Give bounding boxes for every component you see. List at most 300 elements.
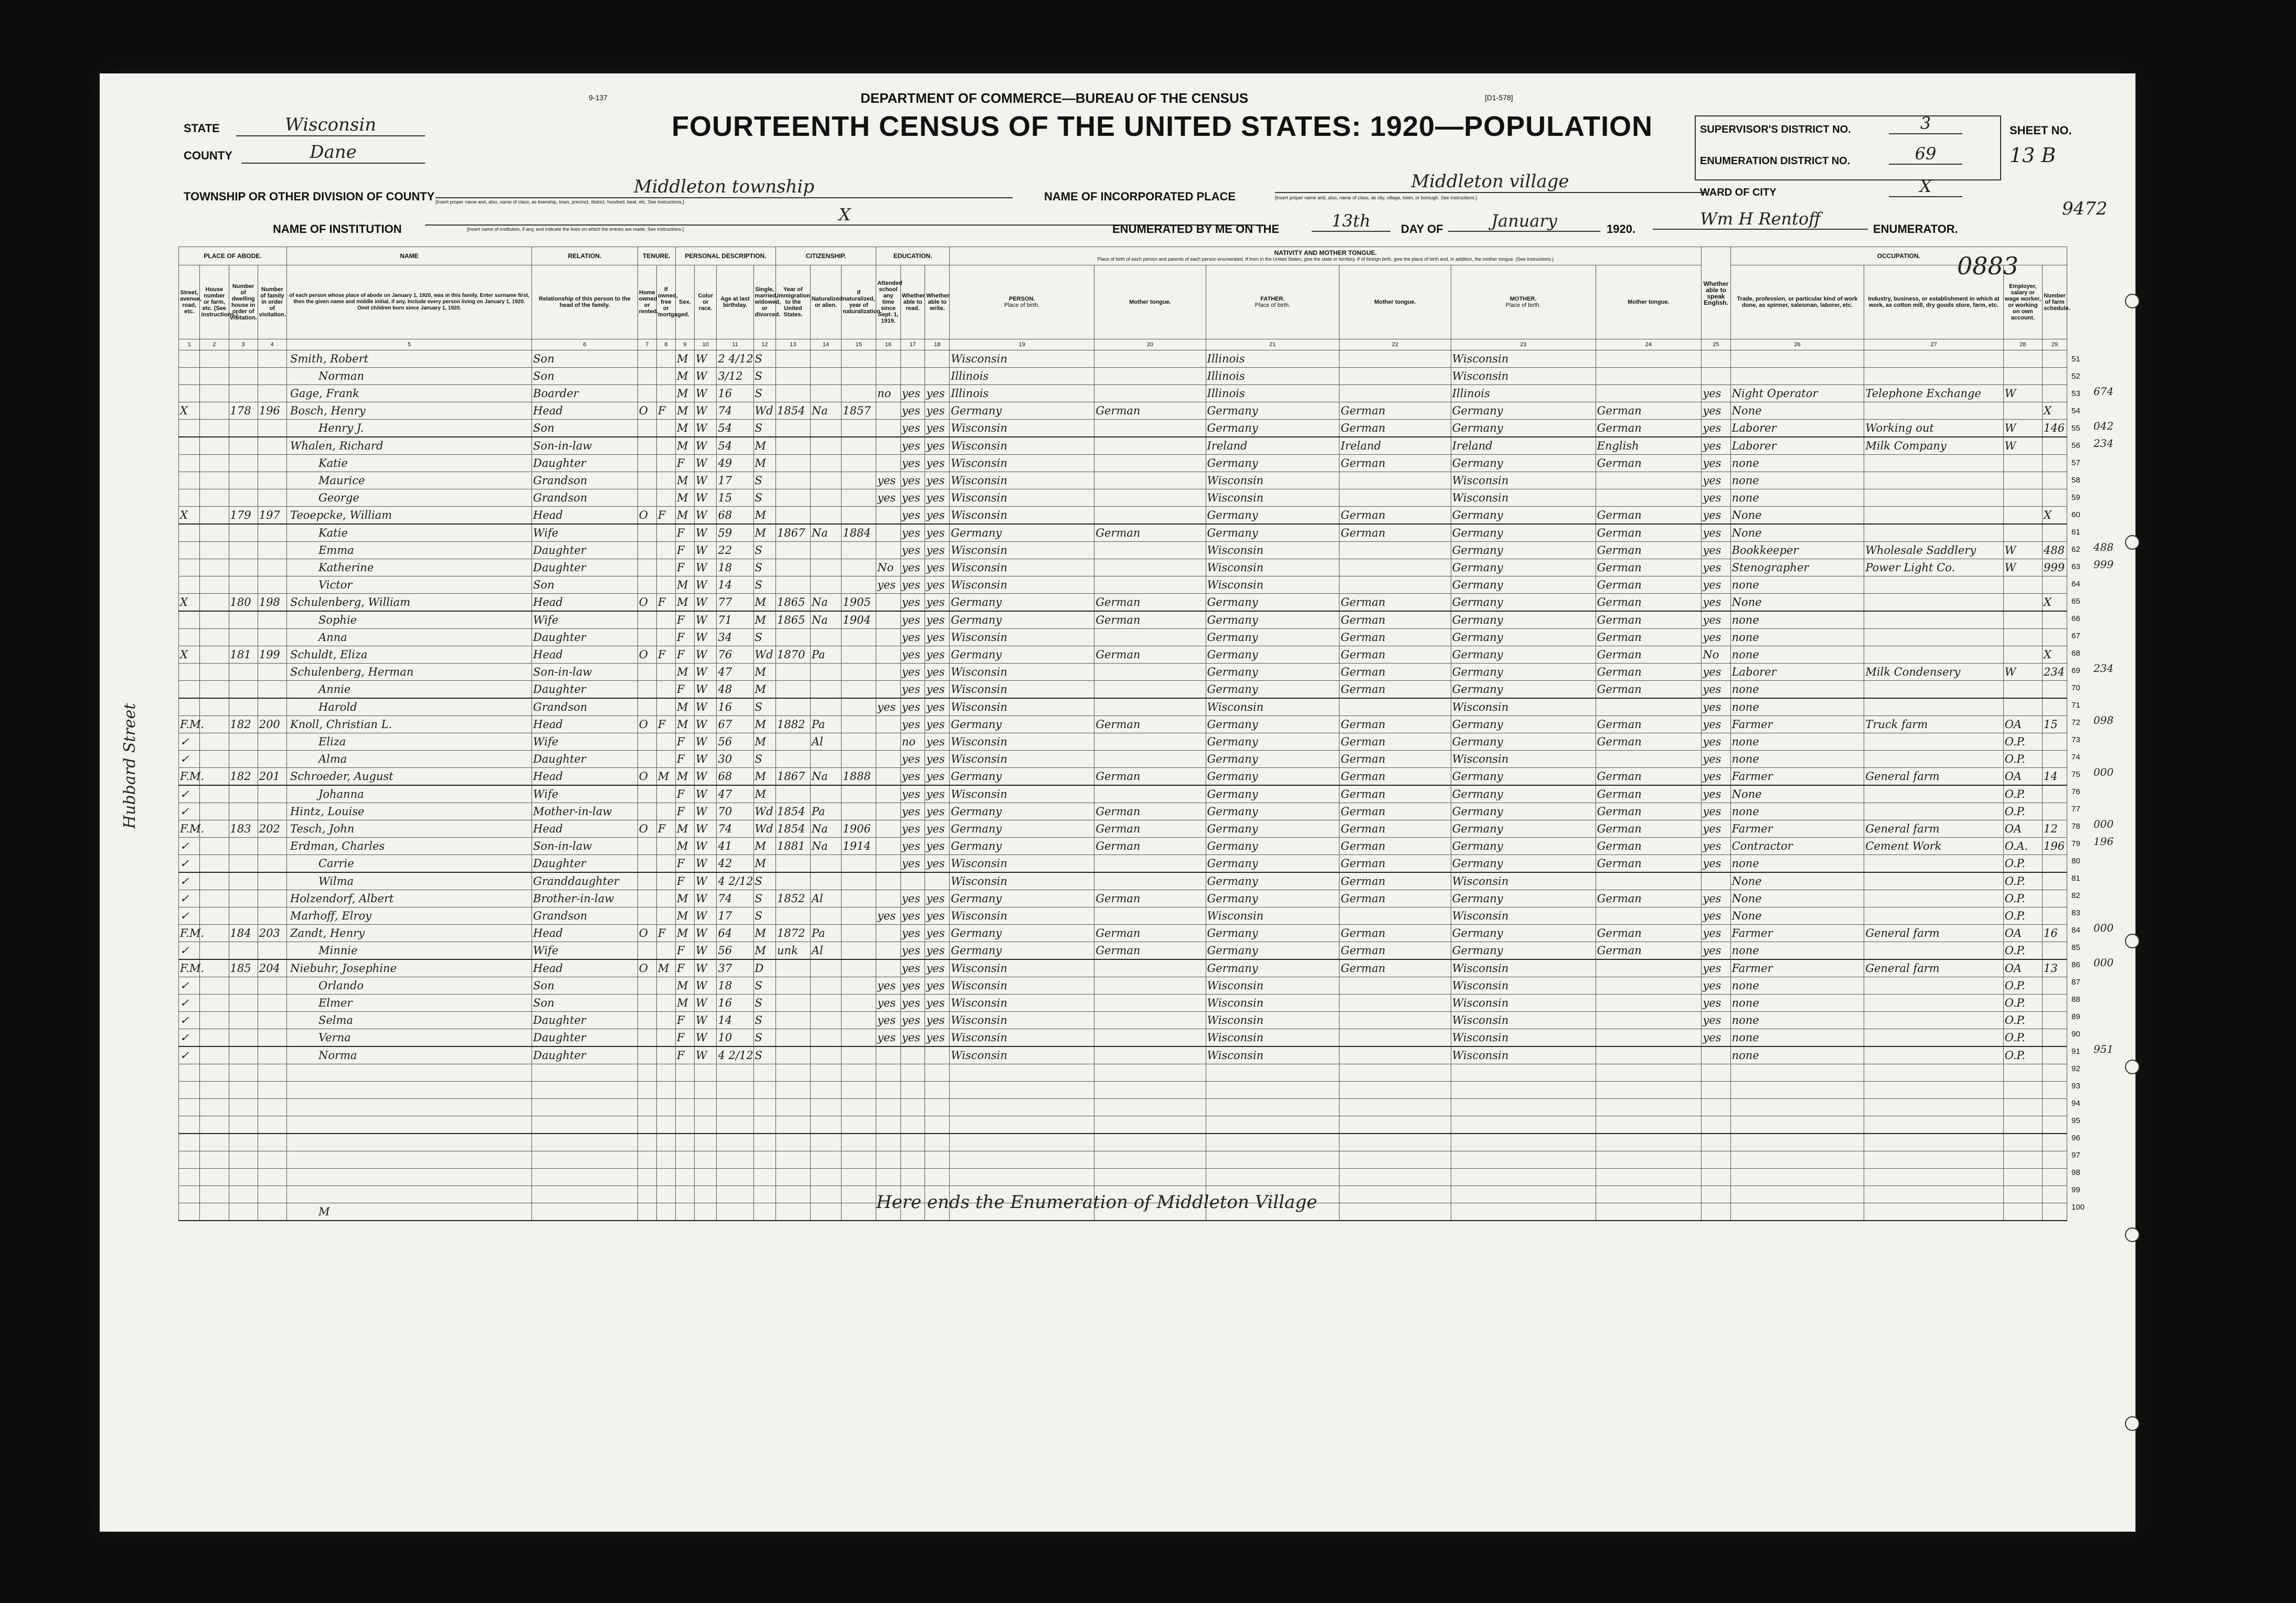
cell-nat: [810, 1186, 841, 1203]
cell-occ: Farmer: [1730, 716, 1864, 733]
cell-occ: none: [1730, 942, 1864, 960]
cell-farm: X: [2043, 594, 2067, 612]
table-row: [179, 629, 2067, 646]
cell-c1: ✓: [179, 803, 200, 820]
cell-ms: S: [753, 350, 775, 368]
cell-race: W: [695, 1029, 717, 1047]
cell-sex: M: [675, 716, 694, 733]
cell-fmt: [1340, 1082, 1451, 1099]
cell-age: [717, 1116, 753, 1134]
cell-sex: F: [675, 455, 694, 472]
cell-sex: M: [675, 472, 694, 489]
col-23-label: Place of birth.: [1505, 302, 1541, 308]
cell-ind: [1864, 629, 2003, 646]
cell-pob: Germany: [950, 820, 1094, 838]
cell-pob: Germany: [950, 402, 1094, 420]
cell-race: W: [695, 402, 717, 420]
cell-rel: Son-in-law: [532, 664, 638, 681]
cell-mmt: [1596, 1186, 1702, 1203]
cell-ind: Milk Condensery: [1864, 664, 2003, 681]
house-number-cell: [200, 576, 229, 594]
cell-c1: ✓: [179, 995, 200, 1012]
cell-natyr: [842, 455, 876, 472]
house-number-cell: [200, 907, 229, 925]
cell-c3: [229, 890, 258, 907]
cell-imm: [776, 1064, 811, 1082]
table-row: [179, 472, 2067, 489]
cell-c4: [258, 437, 286, 455]
cell-c3: [229, 698, 258, 716]
line-number: 74: [2071, 753, 2080, 762]
cell-emp: O.P.: [2003, 890, 2042, 907]
cell-fpob: Wisconsin: [1206, 1029, 1340, 1047]
cell-mpob: [1451, 1186, 1596, 1203]
cell-farm: 13: [2043, 959, 2067, 977]
cell-mt: [1094, 385, 1206, 402]
cell-race: W: [695, 959, 717, 977]
cell-wr: [925, 1151, 950, 1169]
cell-mpob: Germany: [1451, 785, 1596, 803]
cell-pob: [950, 1099, 1094, 1116]
cell-eng: [1702, 350, 1730, 368]
cell-race: [695, 1099, 717, 1116]
cell-fpob: [1206, 1169, 1340, 1186]
cell-t8: F: [656, 507, 675, 525]
cell-mt: [1094, 681, 1206, 699]
father-heading: FATHER.: [1260, 296, 1285, 302]
cell-race: W: [695, 995, 717, 1012]
cell-fmt: [1340, 977, 1451, 995]
cell-mmt: English: [1596, 437, 1702, 455]
cell-sex: M: [675, 489, 694, 507]
cell-natyr: [842, 733, 876, 751]
cell-occ: none: [1730, 1029, 1864, 1047]
cell-t8: [656, 995, 675, 1012]
state-value: Wisconsin: [236, 114, 425, 136]
table-row: [179, 524, 2067, 542]
cell-natyr: [842, 872, 876, 890]
column-number: 9: [675, 339, 694, 350]
cell-age: 16: [717, 995, 753, 1012]
cell-name: Bosch, Henry: [286, 402, 532, 420]
cell-imm: [776, 1151, 811, 1169]
cell-ind: [1864, 1064, 2003, 1082]
cell-c4: [258, 524, 286, 542]
cell-mpob: Germany: [1451, 733, 1596, 751]
cell-mpob: Germany: [1451, 594, 1596, 612]
cell-eng: yes: [1702, 803, 1730, 820]
line-number: 67: [2071, 632, 2080, 640]
cell-race: W: [695, 1046, 717, 1064]
cell-mpob: [1451, 1082, 1596, 1099]
cell-t8: [656, 664, 675, 681]
county-value: Dane: [241, 142, 425, 164]
cell-emp: O.P.: [2003, 977, 2042, 995]
cell-rd: yes: [900, 995, 925, 1012]
cell-mt: [1094, 629, 1206, 646]
cell-race: [695, 1134, 717, 1151]
cell-mpob: Germany: [1451, 646, 1596, 664]
cell-rd: yes: [900, 942, 925, 960]
house-number-cell: [200, 385, 229, 402]
stamp-top: 9472: [2062, 198, 2108, 219]
cell-emp: OA: [2003, 925, 2042, 942]
stamp-corner: 0883: [1957, 252, 2019, 280]
cell-ind: [1864, 489, 2003, 507]
cell-fpob: Germany: [1206, 524, 1340, 542]
cell-emp: [2003, 1134, 2042, 1151]
cell-mpob: Germany: [1451, 820, 1596, 838]
column-number: 2: [200, 339, 229, 350]
cell-occ: [1730, 1186, 1864, 1203]
line-number: 65: [2071, 597, 2080, 606]
group-citizenship: CITIZENSHIP.: [776, 247, 876, 265]
cell-imm: [776, 698, 811, 716]
cell-occ: [1730, 1134, 1864, 1151]
street-margin-note: Hubbard Street: [121, 703, 139, 829]
cell-nat: Al: [810, 890, 841, 907]
cell-c3: 185: [229, 959, 258, 977]
line-number: 89: [2071, 1012, 2080, 1021]
house-number-cell: [200, 437, 229, 455]
cell-mt: German: [1094, 594, 1206, 612]
cell-mmt: German: [1596, 576, 1702, 594]
cell-sex: F: [675, 542, 694, 559]
cell-age: 54: [717, 437, 753, 455]
cell-nat: Al: [810, 733, 841, 751]
house-number-cell: [200, 1029, 229, 1047]
cell-wr: yes: [925, 1029, 950, 1047]
cell-age: 14: [717, 1012, 753, 1029]
cell-t7: [637, 368, 656, 385]
cell-t7: [637, 855, 656, 873]
cell-race: W: [695, 977, 717, 995]
cell-c1: [179, 489, 200, 507]
cell-farm: [2043, 942, 2067, 960]
cell-mpob: Germany: [1451, 559, 1596, 576]
cell-sex: F: [675, 1012, 694, 1029]
cell-occ: none: [1730, 733, 1864, 751]
cell-race: W: [695, 368, 717, 385]
cell-c4: [258, 664, 286, 681]
cell-pob: Germany: [950, 942, 1094, 960]
cell-rel: Daughter: [532, 455, 638, 472]
cell-ind: [1864, 995, 2003, 1012]
cell-c1: [179, 1186, 200, 1203]
cell-nat: [810, 368, 841, 385]
cell-race: W: [695, 524, 717, 542]
cell-sch: [876, 507, 901, 525]
cell-natyr: [842, 420, 876, 437]
cell-pob: Wisconsin: [950, 733, 1094, 751]
cell-imm: 1867: [776, 524, 811, 542]
cell-natyr: [842, 751, 876, 768]
cell-occ: None: [1730, 402, 1864, 420]
column-number: 22: [1340, 339, 1451, 350]
cell-t7: [637, 698, 656, 716]
cell-pob: Germany: [950, 524, 1094, 542]
cell-race: W: [695, 455, 717, 472]
cell-ms: S: [753, 629, 775, 646]
cell-fmt: German: [1340, 820, 1451, 838]
cell-sch: yes: [876, 698, 901, 716]
cell-mmt: [1596, 872, 1702, 890]
cell-imm: [776, 437, 811, 455]
cell-eng: No: [1702, 646, 1730, 664]
cell-emp: [2003, 1064, 2042, 1082]
mother-heading: MOTHER.: [1510, 296, 1537, 302]
cell-c3: [229, 1151, 258, 1169]
cell-race: W: [695, 507, 717, 525]
cell-rel: Boarder: [532, 385, 638, 402]
cell-ms: M: [753, 611, 775, 629]
cell-wr: yes: [925, 959, 950, 977]
col-13-header: Year of immigration to the United States.: [776, 265, 811, 339]
house-number-cell: [200, 855, 229, 873]
col-12-header: Single, married, widowed, or divorced.: [753, 265, 775, 339]
line-number: 73: [2071, 735, 2080, 744]
cell-name: Knoll, Christian L.: [286, 716, 532, 733]
cell-name: Alma: [286, 751, 532, 768]
cell-natyr: 1914: [842, 838, 876, 855]
cell-natyr: [842, 698, 876, 716]
cell-sch: [876, 611, 901, 629]
cell-ms: D: [753, 959, 775, 977]
cell-fmt: [1340, 1169, 1451, 1186]
cell-mpob: Germany: [1451, 611, 1596, 629]
cell-fmt: German: [1340, 629, 1451, 646]
cell-eng: yes: [1702, 524, 1730, 542]
cell-wr: [925, 872, 950, 890]
cell-t7: [637, 890, 656, 907]
cell-mmt: [1596, 350, 1702, 368]
cell-sex: F: [675, 872, 694, 890]
cell-age: 3/12: [717, 368, 753, 385]
cell-mmt: [1596, 977, 1702, 995]
cell-t8: [656, 698, 675, 716]
cell-c3: [229, 785, 258, 803]
cell-farm: [2043, 1169, 2067, 1186]
cell-wr: yes: [925, 507, 950, 525]
form-code-right: [D1-578]: [1485, 93, 1513, 102]
cell-sex: F: [675, 611, 694, 629]
cell-ms: S: [753, 698, 775, 716]
cell-c4: [258, 629, 286, 646]
cell-mpob: [1451, 1203, 1596, 1221]
cell-eng: yes: [1702, 489, 1730, 507]
cell-imm: [776, 995, 811, 1012]
cell-c4: [258, 1134, 286, 1151]
cell-occ: none: [1730, 995, 1864, 1012]
cell-rel: [532, 1099, 638, 1116]
cell-farm: [2043, 385, 2067, 402]
cell-mpob: [1451, 1099, 1596, 1116]
cell-fmt: German: [1340, 942, 1451, 960]
cell-age: [717, 1064, 753, 1082]
cell-rd: no: [900, 733, 925, 751]
cell-t8: [656, 455, 675, 472]
cell-mpob: Wisconsin: [1451, 1029, 1596, 1047]
cell-farm: [2043, 611, 2067, 629]
cell-race: W: [695, 942, 717, 960]
cell-c1: ✓: [179, 785, 200, 803]
cell-t7: [637, 751, 656, 768]
cell-ind: [1864, 785, 2003, 803]
cell-mpob: Germany: [1451, 803, 1596, 820]
cell-age: 4 2/12: [717, 1046, 753, 1064]
cell-nat: [810, 437, 841, 455]
cell-nat: [810, 507, 841, 525]
cell-emp: W: [2003, 385, 2042, 402]
cell-sex: M: [675, 907, 694, 925]
cell-farm: 15: [2043, 716, 2067, 733]
cell-eng: yes: [1702, 838, 1730, 855]
cell-name: Minnie: [286, 942, 532, 960]
cell-pob: Wisconsin: [950, 489, 1094, 507]
house-number-cell: [200, 1169, 229, 1186]
cell-race: W: [695, 890, 717, 907]
cell-fmt: [1340, 1046, 1451, 1064]
cell-fpob: Germany: [1206, 402, 1340, 420]
nativity-note: Place of birth of each person and parents of each person enumerated. If born in the United States, give the state or territory. If of foreign birth, give the place of birth and, in addition, the mother tongue. (See instructions.): [1097, 257, 1554, 262]
cell-mt: [1094, 1116, 1206, 1134]
cell-c1: [179, 1151, 200, 1169]
cell-mt: [1094, 559, 1206, 576]
cell-fmt: German: [1340, 751, 1451, 768]
form-code-left: 9-137: [589, 93, 608, 102]
cell-t8: [656, 524, 675, 542]
cell-natyr: 1906: [842, 820, 876, 838]
cell-farm: [2043, 629, 2067, 646]
cell-t8: M: [656, 959, 675, 977]
cell-farm: [2043, 698, 2067, 716]
cell-mpob: Wisconsin: [1451, 907, 1596, 925]
cell-mpob: Germany: [1451, 420, 1596, 437]
cell-imm: 1865: [776, 594, 811, 612]
cell-natyr: [842, 1029, 876, 1047]
line-number: 98: [2071, 1168, 2080, 1177]
cell-farm: [2043, 489, 2067, 507]
cell-farm: X: [2043, 646, 2067, 664]
cell-name: Hintz, Louise: [286, 803, 532, 820]
cell-mpob: Wisconsin: [1451, 977, 1596, 995]
cell-c3: [229, 489, 258, 507]
cell-emp: [2003, 455, 2042, 472]
cell-occ: [1730, 1169, 1864, 1186]
cell-mmt: German: [1596, 890, 1702, 907]
cell-rel: Wife: [532, 611, 638, 629]
cell-eng: yes: [1702, 820, 1730, 838]
cell-wr: [925, 1064, 950, 1082]
cell-t7: [637, 455, 656, 472]
table-row: [179, 1082, 2067, 1099]
cell-emp: [2003, 1169, 2042, 1186]
cell-mpob: Wisconsin: [1451, 872, 1596, 890]
cell-race: W: [695, 594, 717, 612]
cell-t7: [637, 1116, 656, 1134]
group-personal-description: PERSONAL DESCRIPTION.: [675, 247, 775, 265]
cell-natyr: 1857: [842, 402, 876, 420]
cell-imm: [776, 1012, 811, 1029]
cell-mmt: [1596, 698, 1702, 716]
cell-imm: [776, 664, 811, 681]
cell-ms: S: [753, 1012, 775, 1029]
cell-rd: [900, 1099, 925, 1116]
cell-fmt: Ireland: [1340, 437, 1451, 455]
cell-name: Schulenberg, William: [286, 594, 532, 612]
column-number: 12: [753, 339, 775, 350]
cell-mmt: [1596, 1064, 1702, 1082]
ward-label: WARD OF CITY: [1700, 187, 1777, 198]
house-number-cell: [200, 1186, 229, 1203]
cell-c1: [179, 455, 200, 472]
supervisor-value: 3: [1889, 113, 1962, 134]
census-table: [178, 247, 2070, 1221]
cell-emp: [2003, 1099, 2042, 1116]
cell-name: Johanna: [286, 785, 532, 803]
cell-nat: [810, 698, 841, 716]
cell-rd: yes: [900, 611, 925, 629]
line-number: 96: [2071, 1134, 2080, 1142]
cell-mpob: [1451, 1116, 1596, 1134]
cell-fmt: [1340, 368, 1451, 385]
cell-sch: yes: [876, 1029, 901, 1047]
cell-farm: [2043, 1099, 2067, 1116]
cell-mt: [1094, 420, 1206, 437]
cell-t8: [656, 489, 675, 507]
cell-name: Katie: [286, 524, 532, 542]
col-8-header: If owned, free or mortgaged.: [656, 265, 675, 339]
cell-c4: 197: [258, 507, 286, 525]
cell-nat: [810, 1029, 841, 1047]
cell-mpob: Germany: [1451, 455, 1596, 472]
cell-nat: [810, 420, 841, 437]
cell-name: Gage, Frank: [286, 385, 532, 402]
margin-tally: 488: [2093, 541, 2114, 553]
cell-farm: [2043, 681, 2067, 699]
col-16-header: Attended school any time since Sept. 1, 1919.: [876, 265, 901, 339]
cell-c3: [229, 751, 258, 768]
cell-c1: [179, 664, 200, 681]
cell-name: Schroeder, August: [286, 768, 532, 786]
punch-hole: [2125, 1060, 2140, 1074]
cell-imm: unk: [776, 942, 811, 960]
cell-rel: Granddaughter: [532, 872, 638, 890]
cell-mpob: Germany: [1451, 629, 1596, 646]
cell-sch: [876, 1099, 901, 1116]
cell-farm: 196: [2043, 838, 2067, 855]
cell-mt: [1094, 1134, 1206, 1151]
cell-ind: [1864, 751, 2003, 768]
cell-imm: [776, 1082, 811, 1099]
cell-mmt: [1596, 472, 1702, 489]
cell-nat: Pa: [810, 803, 841, 820]
cell-age: 54: [717, 420, 753, 437]
table-row: [179, 803, 2067, 820]
group-tenure: TENURE.: [637, 247, 675, 265]
cell-emp: [2003, 681, 2042, 699]
cell-nat: Pa: [810, 646, 841, 664]
cell-name: Wilma: [286, 872, 532, 890]
cell-sex: M: [675, 838, 694, 855]
cell-occ: [1730, 350, 1864, 368]
cell-rd: yes: [900, 698, 925, 716]
cell-sch: yes: [876, 576, 901, 594]
cell-mt: [1094, 472, 1206, 489]
margin-tally: 000: [2093, 818, 2114, 830]
cell-eng: yes: [1702, 437, 1730, 455]
cell-imm: [776, 751, 811, 768]
